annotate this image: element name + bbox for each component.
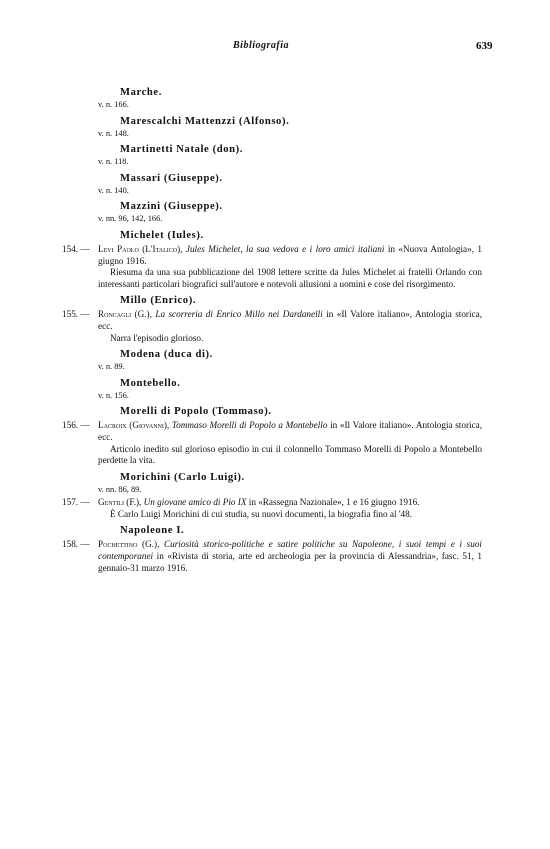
section-modena [62, 348, 482, 373]
cross-reference: v. nn. 86, 89. [98, 484, 142, 494]
entry-number: 155. — [62, 309, 90, 320]
bibliography-entry [62, 244, 482, 290]
entry-source: in «Rivista di storia, arte ed archeologia per la provincia di Alessandria», fasc. 51, 1 gennaio-31 marzo 1916. [98, 551, 483, 573]
cross-reference: v. n. 166. [98, 100, 129, 109]
entry-note: Riesuma da una sua pubblicazione del 1908 lettere scritte da Jules Michelet ai fratelli Orlando con interessanti particolari biografici sull'autore e notevoli allusioni a uomini e cose del risorgimento. [98, 267, 482, 289]
section-montebello [62, 377, 482, 402]
entry-number: 158. — [62, 539, 90, 550]
cross-reference: v. n. 118. [98, 157, 129, 167]
entry-source: in «Il Valore italiano». Antologia storica, ecc. [98, 420, 483, 442]
bibliography-entry [62, 539, 482, 574]
section-heading: Montebello. [120, 377, 181, 389]
entry-number: 154. — [62, 243, 90, 254]
bibliography-body [62, 82, 482, 578]
section-heading: Michelet (Iules). [120, 229, 204, 241]
section-napoleone [62, 524, 482, 574]
section-marescalchi [62, 115, 482, 140]
bibliography-entry [62, 309, 482, 344]
bibliography-entry [62, 497, 482, 520]
cross-reference: v. n. 89. [98, 362, 125, 372]
entry-title: La scorreria di Enrico Millo nei Dardanelli [155, 309, 323, 320]
entry-title: Un giovane amico di Pio IX [143, 497, 247, 508]
section-heading: Morelli di Popolo (Tommaso). [120, 406, 272, 418]
entry-number: 156. — [62, 420, 90, 431]
entry-author: Gentili (F.), [98, 497, 142, 508]
cross-reference: v. n. 148. [98, 128, 129, 138]
entry-source: in «Nuova Antologia», 1 giugno 1916. [98, 243, 483, 266]
section-michelet [62, 229, 482, 290]
section-heading: Marescalchi Mattenzzi (Alfonso). [120, 115, 290, 127]
entry-author: Lacroix (Giovanni), [98, 420, 170, 431]
section-heading: Marche. [120, 87, 162, 98]
section-heading: Napoleone I. [120, 525, 185, 537]
section-martinetti [62, 143, 482, 168]
cross-reference: v. n. 140. [98, 185, 129, 195]
entry-number: 157. — [62, 497, 90, 508]
section-heading: Mazzini (Giuseppe). [120, 201, 223, 213]
entry-author: Roncagli (G.), [98, 309, 152, 320]
entry-author: Levi Paolo (L'Italico), [98, 243, 183, 254]
entry-note: Narra l'episodio glorioso. [110, 332, 204, 343]
entry-title: Tommaso Morelli di Popolo a Montebello [171, 420, 328, 431]
bibliography-entry [62, 420, 482, 466]
entry-note: Articolo inedito sul glorioso episodio in cui il colonnello Tommaso Morelli di Popolo a Montebello perdette la vita. [98, 443, 482, 466]
section-heading: Martinetti Natale (don). [120, 144, 243, 156]
page-header [0, 40, 550, 56]
section-morelli [62, 405, 482, 466]
section-millo [62, 294, 482, 344]
entry-author: Pochettino (G.), [98, 539, 160, 550]
section-marche [62, 86, 482, 111]
cross-reference: v. n. 156. [98, 390, 129, 400]
section-massari [62, 172, 482, 197]
entry-note: È Carlo Luigi Morichini di cui studia, su nuovi documenti, la biografia fino al '48. [110, 508, 412, 519]
page-number: 639 [476, 40, 493, 52]
entry-source: in «Rassegna Nazionale», 1 e 16 giugno 1916. [248, 497, 420, 508]
section-mazzini [62, 200, 482, 225]
section-heading: Morichini (Carlo Luigi). [120, 471, 245, 483]
section-morichini [62, 471, 482, 521]
section-heading: Massari (Giuseppe). [120, 172, 223, 184]
running-title: Bibliografia [233, 40, 290, 51]
section-heading: Modena (duca di). [120, 349, 213, 361]
section-heading: Millo (Enrico). [120, 295, 197, 307]
entry-title: Jules Michelet, la sua vedova e i loro amici italiani [185, 243, 385, 254]
entry-title: Curiosità storico-politiche e satire politiche su Napoleone, i suoi tempi e i suoi contemporanei [98, 539, 482, 562]
entry-source: in «Il Valore italiano», Antologia storica, ecc. [98, 309, 482, 331]
cross-reference: v. nn. 96, 142, 166. [98, 214, 163, 224]
